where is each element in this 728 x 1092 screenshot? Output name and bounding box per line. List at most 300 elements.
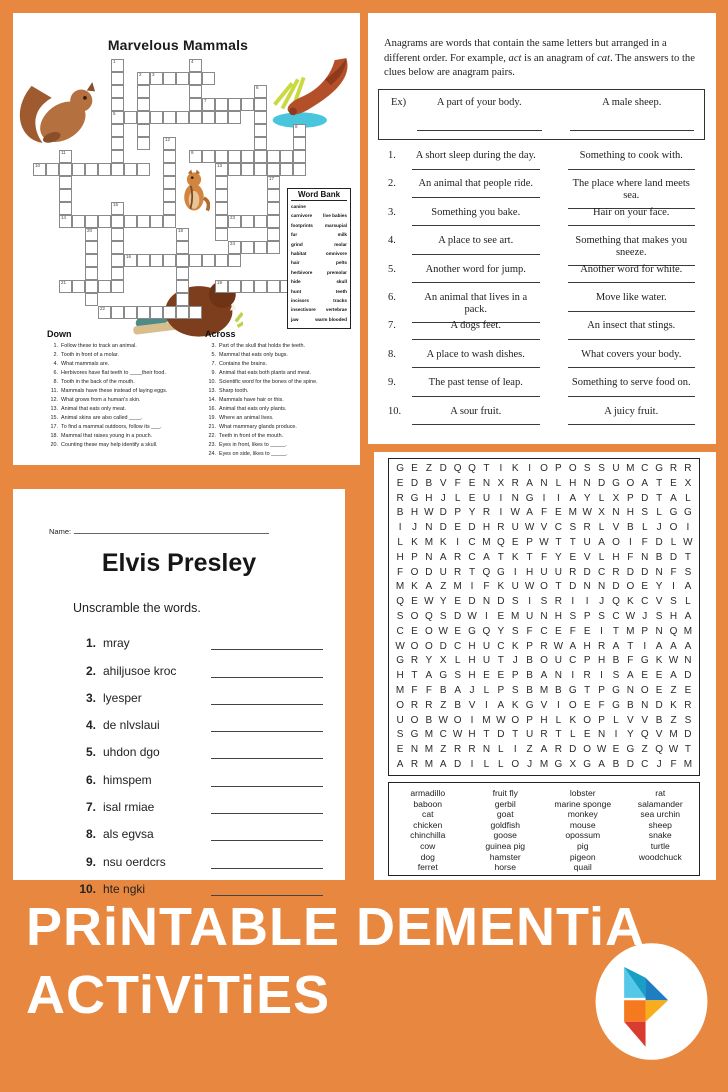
clue-item-number: 4.	[53, 361, 58, 367]
crossword-cell	[33, 163, 46, 176]
crossword-cell	[202, 254, 215, 267]
wordsearch-letter: D	[439, 640, 447, 652]
wordsearch-letter: S	[569, 522, 577, 534]
clue-item-text: Eyes in front, likes to _____.	[219, 442, 287, 448]
anagram-clue: Move like water.	[595, 291, 667, 303]
wordsearch-letter: X	[439, 655, 447, 667]
wordsearch-letter: P	[583, 655, 591, 667]
crossword-cell	[85, 267, 98, 280]
anagram-clue: A dogs feet.	[450, 320, 501, 332]
anagram-clue: An animal that lives in a pack.	[424, 291, 528, 315]
anagram-column	[412, 178, 540, 209]
wordsearch-letter: M	[395, 684, 405, 696]
wordsearch-letter: V	[612, 522, 620, 534]
answer-line	[568, 339, 696, 340]
wordsearch-letter: Y	[627, 729, 634, 741]
wordsearch-letter: T	[656, 477, 663, 489]
crossword-cell	[202, 111, 215, 124]
wordsearch-letter: H	[597, 655, 606, 667]
crossword-cell	[241, 163, 254, 176]
crossword-cell	[241, 280, 254, 293]
across-clues	[205, 329, 357, 459]
wordsearch-letter: H	[425, 492, 433, 504]
clue-item-text: Part of the skull that holds the teeth.	[219, 343, 306, 349]
wordsearch-letter: W	[596, 744, 607, 756]
anagram-item	[378, 406, 705, 434]
wordsearch-letter: C	[439, 729, 447, 741]
wordsearch-letter: Z	[440, 699, 447, 711]
answer-line	[412, 169, 540, 170]
clue-item-text: What grows from a human's skin.	[61, 397, 141, 403]
wordsearch-letter: N	[540, 610, 548, 622]
clue-item	[205, 450, 357, 459]
wordsearch-letter: O	[410, 566, 419, 578]
wordsearch-letter: R	[554, 596, 562, 608]
crossword-cell	[111, 150, 124, 163]
wordsearch-row	[393, 627, 695, 637]
wordsearch-letter: H	[626, 507, 634, 519]
anagram-item-number: 2.	[388, 178, 396, 190]
clue-item	[47, 387, 199, 396]
clue-item-text: Counting these may help identify a skull.	[61, 442, 158, 448]
anagram-item-number: 4.	[388, 235, 396, 247]
wordlist-word: hamster	[489, 851, 521, 862]
wordsearch-letter: L	[397, 536, 403, 548]
wordsearch-letter: N	[583, 477, 591, 489]
anagram-item	[378, 349, 705, 377]
wordsearch-letter: T	[684, 551, 691, 563]
wordsearch-letter: O	[410, 610, 419, 622]
crossword-cell	[176, 254, 189, 267]
wordsearch-letter: L	[498, 758, 504, 770]
wordsearch-letter: R	[410, 655, 419, 667]
wordsearch-letter: D	[468, 522, 476, 534]
wordsearch-letter: E	[583, 699, 591, 711]
wordsearch-letter: I	[499, 492, 503, 504]
wordsearch-letter: N	[554, 670, 562, 682]
crossword-cell	[189, 306, 202, 319]
crossword-cell	[241, 98, 254, 111]
clue-item-text: Tooth in front of a molar.	[61, 352, 119, 358]
unscramble-item	[13, 705, 345, 732]
across-clue-list	[205, 342, 357, 459]
scrambled-word: nsu oerdcrs	[103, 854, 166, 869]
banner-line-1: PRiNTABLE DEMENTiA	[26, 897, 646, 957]
wordsearch-letter: R	[669, 463, 678, 474]
clue-item-text: Mammal that eats only bugs.	[219, 352, 288, 358]
wordsearch-row	[393, 494, 695, 504]
column-gap	[540, 207, 568, 235]
wordsearch-letter: K	[497, 581, 505, 593]
clue-number: 10	[35, 163, 41, 168]
wordsearch-letter: B	[655, 714, 663, 726]
wordsearch-letter: E	[411, 463, 418, 474]
crossword-cell	[267, 241, 280, 254]
crossword-cell	[137, 254, 150, 267]
anagram-column	[568, 178, 696, 209]
wordsearch-letter: W	[524, 522, 535, 534]
wordsearch-letter: N	[511, 492, 519, 504]
crossword-cell	[111, 306, 124, 319]
example-right-column	[570, 97, 695, 131]
wordsearch-wordlist	[388, 782, 700, 876]
wordsearch-letter: V	[540, 522, 548, 534]
anagram-clue: A juicy fruit.	[604, 405, 659, 417]
anagram-clue: Something that makes you sneeze.	[575, 235, 688, 258]
wordsearch-letter: E	[555, 625, 562, 637]
wordsearch-letter: T	[468, 566, 476, 578]
wordsearch-letter: A	[598, 758, 605, 770]
wordsearch-letter: I	[571, 670, 575, 682]
wordsearch-letter: T	[584, 684, 591, 696]
wordlist-word: cat	[422, 809, 434, 820]
anagram-item-number: 6.	[388, 291, 396, 303]
wordsearch-letter: H	[468, 640, 476, 652]
wordsearch-letter: A	[526, 507, 533, 519]
wordsearch-letter: Y	[439, 596, 447, 608]
unscramble-item-number: 6.	[85, 772, 96, 787]
anagram-column	[568, 292, 696, 323]
crossword-cell	[59, 176, 72, 189]
wordsearch-letter: F	[483, 581, 490, 593]
crossword-cell	[111, 228, 124, 241]
wordsearch-letter: O	[424, 640, 433, 652]
wordsearch-letter: G	[568, 684, 577, 696]
wordsearch-letter: D	[597, 477, 606, 489]
wordsearch-letter: D	[439, 522, 447, 534]
crossword-cell	[215, 202, 228, 215]
crossword-cell	[111, 202, 124, 215]
word-bank-row	[291, 277, 347, 286]
wordlist-word: marine sponge	[554, 798, 612, 809]
wordsearch-letter: C	[641, 758, 649, 770]
crossword-cell	[137, 124, 150, 137]
wordsearch-letter: O	[669, 522, 678, 534]
answer-line	[568, 282, 696, 283]
answer-line	[211, 745, 323, 759]
wordsearch-letter: I	[485, 699, 488, 711]
wordsearch-letter: R	[540, 640, 548, 652]
wordsearch-letter: M	[424, 758, 434, 770]
wordsearch-letter: C	[497, 640, 505, 652]
wordsearch-letter: M	[683, 758, 693, 770]
wordsearch-letter: O	[626, 477, 635, 489]
clue-number: 13	[217, 163, 223, 168]
crossword-cell	[163, 176, 176, 189]
wordsearch-letter: D	[454, 758, 462, 770]
unscramble-item	[13, 841, 345, 868]
wordsearch-letter: F	[397, 566, 404, 578]
crossword-title: Marvelous Mammals	[107, 37, 249, 53]
wordsearch-letter: T	[656, 492, 663, 504]
wordsearch-letter: Y	[555, 551, 562, 563]
crossword-cell	[111, 124, 124, 137]
wordsearch-letter: D	[684, 729, 692, 741]
wordsearch-letter: N	[597, 729, 606, 741]
wordlist-word: pig	[577, 840, 589, 851]
crossword-cell	[241, 241, 254, 254]
wordsearch-letter: B	[612, 655, 620, 667]
wordsearch-letter: W	[553, 640, 564, 652]
wordsearch-letter: O	[540, 655, 548, 667]
crossword-cell	[59, 215, 72, 228]
wordsearch-letter: D	[655, 536, 663, 548]
crossword-cell	[111, 85, 124, 98]
clue-item-number: 16.	[208, 406, 216, 412]
wordsearch-letter: K	[569, 714, 577, 726]
wordsearch-letter: L	[598, 551, 605, 563]
anagram-column	[412, 292, 540, 323]
clue-item-number: 12.	[50, 397, 58, 403]
scrambled-word: uhdon dgo	[103, 745, 160, 760]
crossword-cell	[293, 150, 306, 163]
wordsearch-letter: X	[612, 492, 620, 504]
clue-item	[205, 342, 357, 351]
wordsearch-letter: F	[569, 625, 576, 637]
wordsearch-row	[393, 686, 695, 696]
wordsearch-letter: E	[569, 551, 577, 563]
wordsearch-letter: G	[525, 699, 534, 711]
wordsearch-letter: M	[539, 684, 549, 696]
clue-item-number: 17.	[50, 424, 58, 430]
wordsearch-letter: S	[396, 729, 404, 741]
wordsearch-letter: G	[410, 492, 419, 504]
crossword-cell	[228, 98, 241, 111]
wordsearch-letter: J	[642, 610, 648, 622]
wordsearch-letter: H	[669, 610, 678, 622]
wordsearch-letter: C	[540, 625, 548, 637]
crossword-cell	[150, 254, 163, 267]
wordsearch-letter: R	[684, 699, 692, 711]
clue-item-text: Sharp tooth.	[219, 388, 249, 394]
crossword-cell	[176, 241, 189, 254]
column-gap	[540, 406, 568, 434]
crossword-cell	[59, 163, 72, 176]
wordsearch-letter: S	[511, 596, 519, 608]
wordsearch-letter: W	[510, 507, 520, 519]
unscramble-item	[13, 732, 345, 759]
word-bank-left-word: insectivore	[291, 307, 316, 313]
crossword-cell	[111, 137, 124, 150]
wordsearch-letter: S	[598, 463, 605, 474]
wordsearch-letter: V	[641, 714, 649, 726]
wordlist-word: ferret	[417, 862, 438, 873]
wordsearch-letter: L	[570, 729, 576, 741]
crossword-cell	[215, 111, 228, 124]
wordsearch-letter: M	[395, 581, 405, 593]
unscramble-item-number: 3.	[85, 690, 96, 705]
crossword-cell	[85, 254, 98, 267]
wordlist-word: monkey	[567, 809, 598, 820]
wordsearch-letter: D	[497, 596, 505, 608]
clue-item	[47, 351, 199, 360]
crossword-cell	[176, 228, 189, 241]
wordsearch-letter: X	[497, 477, 505, 489]
word-bank-left-word: carnivore	[291, 213, 313, 219]
crossword-cell	[228, 280, 241, 293]
answer-line	[211, 664, 323, 678]
wordsearch-letter: H	[583, 640, 591, 652]
wordsearch-letter: O	[396, 699, 404, 711]
wordsearch-letter: O	[626, 581, 635, 593]
wordsearch-letter: W	[424, 596, 434, 608]
wordsearch-row	[393, 479, 695, 489]
wordsearch-letter: T	[627, 640, 634, 652]
crossword-cell	[189, 85, 202, 98]
word-bank-left-word: footprints	[291, 222, 313, 228]
wordsearch-letter: O	[640, 684, 649, 696]
anagram-clue: Hair on your face.	[593, 206, 670, 218]
anagram-clue: Something to serve food on.	[571, 377, 691, 389]
crossword-cell	[85, 293, 98, 306]
clue-item	[205, 369, 357, 378]
wordsearch-letter: E	[555, 507, 562, 519]
crossword-cell	[163, 189, 176, 202]
wordsearch-letter: H	[396, 670, 404, 682]
clue-number: 12	[165, 137, 171, 142]
crossword-cell	[228, 150, 241, 163]
clue-number: 6	[256, 85, 259, 90]
crossword-cell	[137, 306, 150, 319]
word-bank-title: Word Bank	[291, 190, 347, 201]
wordsearch-letter: A	[569, 640, 577, 652]
crossword-cell	[293, 124, 306, 137]
anagram-intro: Anagrams are words that contain the same letters but arranged in a different order. For example, act is an anagram of cat. The answers to the clues below are anagram pairs.	[384, 38, 695, 79]
wordsearch-letter: M	[683, 625, 693, 637]
wordlist-word: sea urchin	[640, 809, 681, 820]
wordsearch-letter: S	[454, 670, 461, 682]
clue-number: 21	[61, 280, 67, 285]
wordsearch-letter: H	[468, 729, 476, 741]
answer-line	[568, 424, 696, 425]
crossword-cell	[111, 254, 124, 267]
wordsearch-letter: B	[396, 507, 404, 519]
example-left-clue: A part of your body.	[436, 97, 522, 108]
wordsearch-letter: S	[612, 670, 620, 682]
crossword-cell	[215, 280, 228, 293]
crossword-cell	[254, 150, 267, 163]
wordsearch-letter: S	[684, 714, 692, 726]
answer-line	[568, 367, 696, 368]
wordsearch-letter: A	[598, 536, 605, 548]
crossword-cell	[189, 150, 202, 163]
crossword-cell	[124, 306, 137, 319]
wordsearch-letter: T	[555, 729, 562, 741]
wordsearch-letter: L	[454, 655, 461, 667]
wordsearch-letter: T	[555, 536, 562, 548]
wordsearch-letter: E	[497, 670, 505, 682]
clue-item	[205, 405, 357, 414]
wordsearch-row	[393, 612, 695, 622]
clue-item-text: Animal that eats only plants.	[219, 406, 287, 412]
wordsearch-letter: U	[525, 729, 534, 741]
wordsearch-letter: T	[555, 581, 562, 593]
wordsearch-letter: U	[482, 640, 491, 652]
wordsearch-letter: O	[540, 581, 548, 593]
wordsearch-letter: D	[655, 699, 663, 711]
wordsearch-letter: S	[540, 596, 548, 608]
wordsearch-letter: F	[641, 536, 648, 548]
anagram-column	[412, 349, 540, 377]
crossword-cell	[124, 254, 137, 267]
wordsearch-letter: K	[655, 655, 663, 667]
wordsearch-letter: K	[511, 699, 519, 711]
wordsearch-letter: R	[569, 566, 577, 578]
crossword-cell	[280, 150, 293, 163]
wordsearch-letter: L	[613, 714, 619, 726]
crossword-cell	[85, 215, 98, 228]
wordsearch-letter: H	[468, 670, 476, 682]
wordsearch-letter: G	[396, 463, 404, 474]
anagram-column	[568, 320, 696, 348]
column-gap	[540, 377, 568, 405]
example-right-clue: A male sheep.	[602, 97, 662, 108]
clue-item-text: What mammary glands produce.	[219, 424, 297, 430]
wordsearch-letter: I	[470, 758, 474, 770]
clue-item	[205, 423, 357, 432]
anagram-clue: The past tense of leap.	[428, 377, 523, 389]
wordsearch-letter: F	[627, 655, 634, 667]
wordsearch-letter: E	[454, 522, 461, 534]
wordsearch-letter: S	[511, 684, 519, 696]
crossword-cell	[228, 254, 241, 267]
wordsearch-letter: H	[396, 551, 404, 563]
wordsearch-letter: E	[641, 581, 649, 593]
clue-item	[205, 387, 357, 396]
wordsearch-letter: F	[526, 625, 533, 637]
crossword-cell	[189, 111, 202, 124]
anagram-column	[568, 377, 696, 405]
wordsearch-letter: V	[627, 714, 634, 726]
clue-item-number: 24.	[208, 451, 216, 457]
wordsearch-letter: I	[542, 492, 546, 504]
wordsearch-letter: Z	[440, 581, 447, 593]
word-bank-left-word: canine	[291, 204, 306, 209]
wordsearch-letter: I	[499, 507, 503, 519]
crossword-cell	[137, 163, 150, 176]
clue-item-text: Scientific word for the bones of the spine.	[219, 379, 318, 385]
wordsearch-letter: D	[569, 744, 577, 756]
crossword-cell	[267, 189, 280, 202]
clue-item-number: 1.	[53, 343, 58, 349]
crossword-cell	[202, 98, 215, 111]
crossword-cell	[202, 150, 215, 163]
wordsearch-letter: H	[468, 655, 476, 667]
anagram-column	[412, 264, 540, 292]
wordsearch-letter: F	[670, 566, 677, 578]
wordsearch-letter: D	[439, 463, 447, 474]
wordsearch-letter: Z	[440, 744, 447, 756]
clue-item-number: 10.	[208, 379, 216, 385]
across-title: Across	[205, 329, 236, 339]
wordsearch-letter: M	[482, 536, 491, 548]
wordsearch-letter: F	[670, 758, 677, 770]
crossword-cell	[150, 306, 163, 319]
wordsearch-letter: D	[454, 610, 462, 622]
down-clue-list	[47, 342, 199, 450]
wordsearch-letter: E	[655, 684, 663, 696]
wordsearch-letter: J	[440, 492, 446, 504]
anagram-item-number: 7.	[388, 320, 396, 332]
wordsearch-letter: G	[655, 463, 664, 474]
word-bank-row	[291, 221, 347, 230]
word-bank-row	[291, 315, 347, 324]
wordsearch-letter: W	[395, 640, 405, 652]
clue-item	[205, 351, 357, 360]
wordsearch-letter: J	[527, 758, 533, 770]
unscramble-item-number: 4.	[85, 718, 96, 733]
clue-number: 14	[61, 215, 67, 220]
